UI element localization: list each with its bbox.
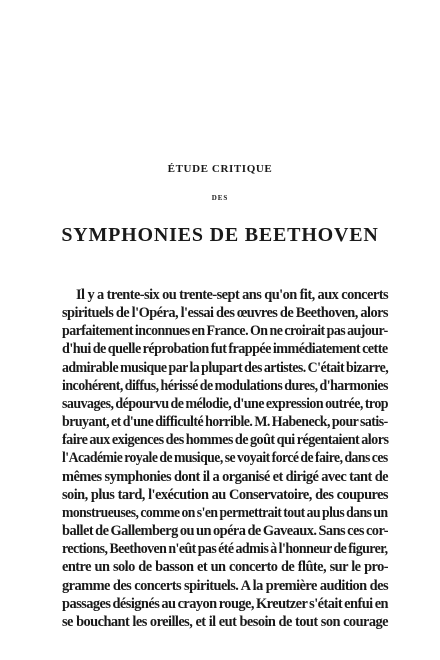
- paragraph-line: monstrueuses, comme on s'en permettrait tout au plus dans un: [62, 504, 388, 521]
- paragraph-line: d'hui de quelle réprobation fut frappée immédiatement cette: [62, 341, 388, 358]
- body-paragraph: [62, 286, 388, 631]
- paragraph-line: l'Académie royale de musique, se voyait forcé de faire, dans ces: [62, 450, 388, 467]
- heading-etude-critique: ÉTUDE CRITIQUE: [167, 163, 273, 175]
- paragraph-line: rections, Beethoven n'eût pas été admis à l'honneur de figurer,: [62, 541, 388, 558]
- paragraph-line: ballet de Gallemberg ou un opéra de Gaveaux. Sans ces cor-: [62, 523, 388, 540]
- paragraph-line: spirituels de l'Opéra, l'essai des œuvres de Beethoven, alors: [62, 305, 388, 322]
- paragraph-line: faire aux exigences des hommes de goût qui régentaient alors: [62, 432, 389, 449]
- paragraph-line: mêmes symphonies dont il a organisé et dirigé avec tant de: [62, 468, 388, 485]
- paragraph-line: passages désignés au crayon rouge, Kreutzer s'était enfui en: [62, 595, 388, 612]
- paragraph-line: sauvages, dépourvu de mélodie, d'une expression outrée, trop: [62, 395, 389, 412]
- paragraph-line: soin, plus tard, l'exécution au Conservatoire, des coupures: [62, 486, 388, 503]
- paragraph-line: entre un solo de basson et un concerto de flûte, sur le pro-: [62, 559, 388, 576]
- paragraph-line: incohérent, diffus, hérissé de modulations dures, d'harmonies: [62, 377, 388, 394]
- paragraph-line: Il y a trente-six ou trente-sept ans qu'on fit, aux concerts: [76, 287, 388, 303]
- paragraph-line: se bouchant les oreilles, et il eut besoin de tout son courage: [62, 613, 388, 630]
- paragraph-line: admirable musique par la plupart des artistes. C'était bizarre,: [62, 359, 389, 376]
- paragraph-line: bruyant, et d'une difficulté horrible. M. Habeneck, pour satis-: [62, 414, 388, 431]
- heading-des: DES: [211, 194, 229, 202]
- paragraph-line: parfaitement inconnues en France. On ne croirait pas aujour-: [62, 323, 388, 340]
- paragraph-line: gramme des concerts spirituels. A la première audition des: [62, 577, 388, 594]
- heading-symphonies: SYMPHONIES DE BEETHOVEN: [61, 224, 379, 246]
